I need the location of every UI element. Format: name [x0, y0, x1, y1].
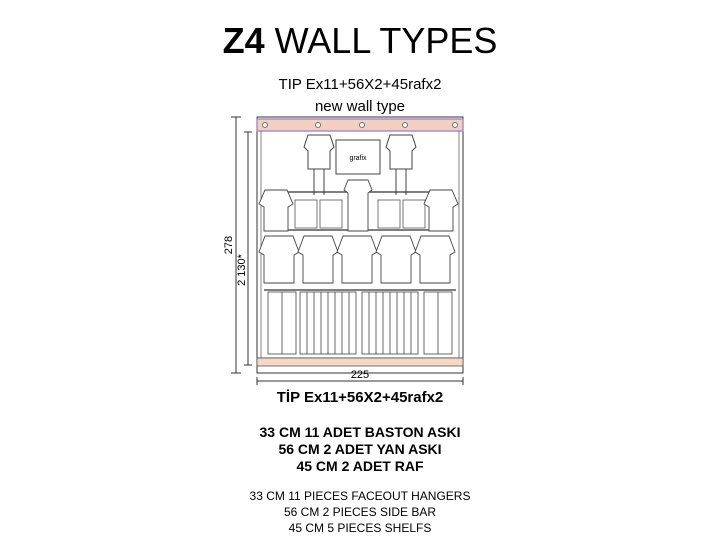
spec-tr-line-2: 56 CM 2 ADET YAN ASKI — [278, 441, 442, 457]
spec-en-line-2: 56 CM 2 PIECES SIDE BAR — [283, 505, 437, 519]
inner-height-label: 2 130* — [236, 254, 248, 286]
width-label: 225 — [350, 369, 370, 381]
spec-tr-line-3: 45 CM 2 ADET RAF — [296, 458, 424, 474]
title-prefix: Z4 — [222, 20, 265, 61]
title-rest: WALL TYPES — [274, 20, 498, 61]
spec-tr-line-1: 33 CM 11 ADET BASTON ASKI — [259, 424, 461, 440]
center-column — [344, 180, 372, 231]
caption-code: TİP Ex11+56X2+45rafx2 — [276, 389, 444, 406]
subtitle-code: TIP Ex11+56X2+45rafx2 — [278, 76, 442, 93]
spec-en-line-1: 33 CM 11 PIECES FACEOUT HANGERS — [249, 489, 471, 503]
subtitle-note: new wall type — [314, 98, 406, 115]
faceout-garments-row — [259, 236, 455, 283]
side-bar-trousers — [264, 290, 456, 354]
height-label: 278 — [223, 235, 235, 255]
spec-en-line-3: 45 CM 5 PIECES SHELFS — [288, 521, 432, 535]
floor-band — [257, 358, 463, 366]
sign-text: grafix — [349, 155, 367, 162]
